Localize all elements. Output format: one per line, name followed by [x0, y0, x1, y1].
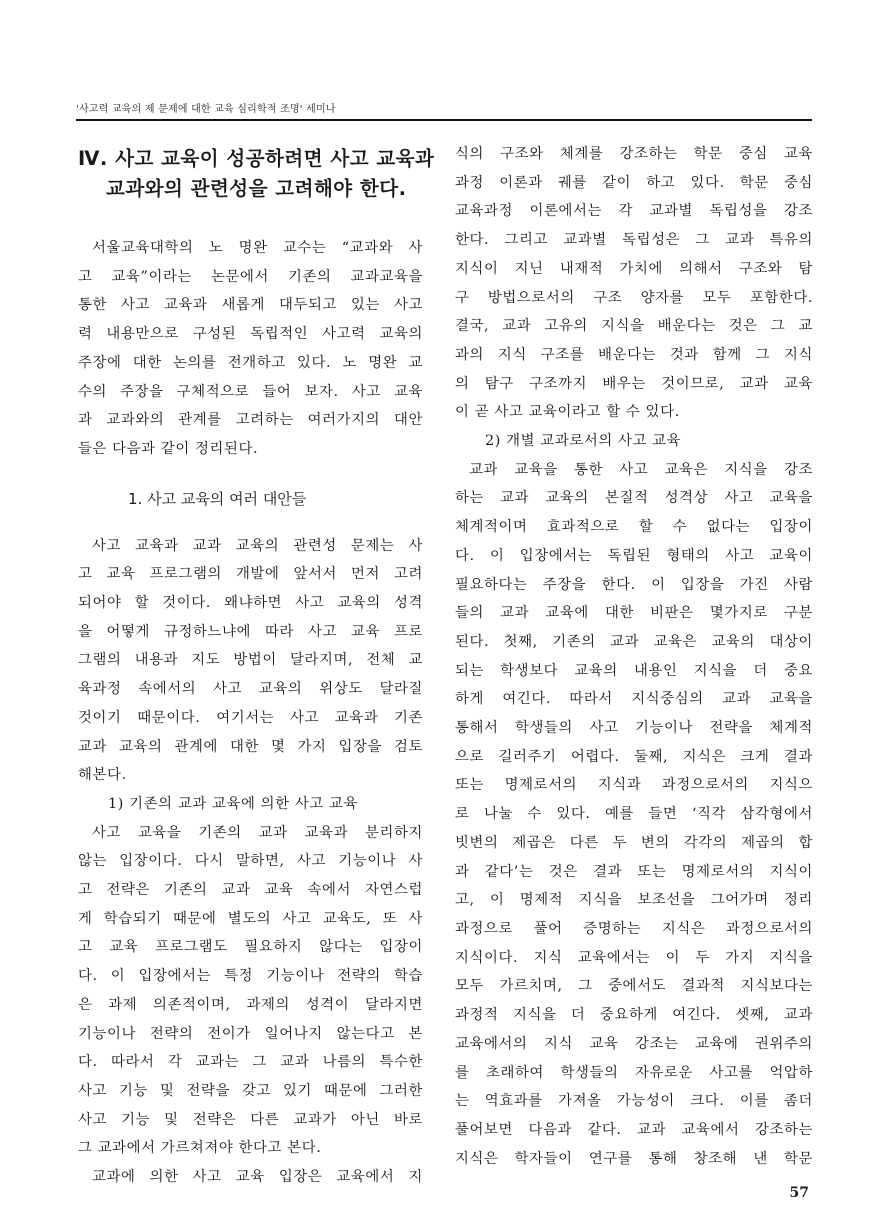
text-line: 식의 구조와 체계를 강조하는 학문 중심 교육	[455, 146, 813, 162]
text-line: 과정 이론과 궤를 같이 하고 있다. 학문 중심	[455, 174, 813, 191]
paragraph	[78, 1163, 423, 1192]
running-header: '사고력 교육의 제 문제에 대한 교육 심리학적 조명' 세미나	[76, 104, 336, 115]
header-rule	[76, 119, 812, 121]
text-line: 과정적 지식을 더 중요하게 여긴다. 셋째, 교과	[455, 1007, 813, 1024]
subheading-alternatives: 1. 사고 교육의 여러 대안들	[128, 489, 307, 508]
text-line: 사고 교육과 교과 교육의 관련성 문제는 사	[92, 537, 423, 554]
item-heading-2: 2) 개별 교과로서의 사고 교육	[485, 433, 682, 450]
text-line: 게 학습되기 때문에 별도의 사고 교육도, 또 사	[78, 910, 423, 927]
text-line: 교육에서의 지식 교육 강조는 교육에 권위주의	[455, 1035, 813, 1052]
paragraph	[78, 532, 423, 790]
text-line: 사고 교육을 기존의 교과 교육과 분리하지	[92, 824, 423, 841]
text-line: 된다. 첫째, 기존의 교과 교육은 교육의 대상이	[455, 633, 813, 650]
text-line: 을 어떻게 규정하느냐에 따라 사고 교육 프로	[78, 623, 423, 640]
text-line: 기능이나 전략의 전이가 일어나지 않는다고 본	[78, 1025, 423, 1042]
text-line: 해본다.	[78, 767, 127, 784]
section-title-line-2: 교과와의 관련성을 고려해야 한다.	[106, 177, 407, 200]
right-column	[455, 140, 813, 1173]
text-line: 지식이 지닌 내재적 가치에 의해서 구조와 탐	[455, 260, 813, 277]
text-line: 로 나눌 수 있다. 예를 들면 ‘직각 삼각형에서	[455, 806, 813, 823]
text-line: 교육과정 이론에서는 각 교과별 독립성을 강조	[455, 203, 813, 220]
text-line: 과 교과와의 관계를 고려하는 여러가지의 대안	[78, 412, 423, 429]
text-line: 고 교육”이라는 논문에서 기존의 교과교육을	[78, 268, 423, 285]
text-line: 과정으로 풀어 증명하는 지식은 과정으로서의	[455, 920, 813, 937]
text-line: 서울교육대학의 노 명완 교수는 “교과와 사	[92, 240, 423, 256]
text-line: 들의 교과 교육에 대한 비판은 몇가지로 구분	[455, 605, 813, 622]
text-line: 육과정 속에서의 사고 교육의 위상도 달라질	[78, 681, 423, 698]
text-line: 풀어보면 다음과 같다. 교과 교육에서 강조하는	[455, 1121, 813, 1138]
text-line: 사고 기능 및 전략은 다른 교과가 아닌 바로	[78, 1111, 423, 1128]
text-line: 사고 기능 및 전략을 갖고 있기 때문에 그러한	[78, 1082, 423, 1099]
text-line: 고 교육 프로그램도 필요하지 않다는 입장이	[78, 939, 423, 956]
section-title	[78, 144, 435, 204]
paragraph	[78, 234, 423, 464]
text-line: 빗변의 제곱은 다른 두 변의 각각의 제곱의 합	[455, 834, 813, 851]
text-line: 한다. 그리고 교과별 독립성은 그 교과 특유의	[455, 232, 813, 249]
text-line: 또는 명제로서의 지식과 과정으로서의 지식으	[455, 777, 813, 794]
text-line: 은 과제 의존적이며, 과제의 성격이 달라지면	[78, 996, 423, 1013]
text-line: 교과 교육의 관계에 대한 몇 가지 입장을 검토	[78, 738, 423, 755]
text-line: 교과 교육을 통한 사고 교육은 지식을 강조	[469, 461, 813, 478]
text-line: 하는 교과 교육의 본질적 성격상 사고 교육을	[455, 490, 813, 507]
text-line: 하게 여긴다. 따라서 지식중심의 교과 교육을	[455, 691, 813, 708]
text-line: 모두 가르치며, 그 중에서도 결과적 지식보다는	[455, 978, 813, 995]
page-number: 57	[789, 1185, 809, 1201]
text-line: 통한 사고 교육과 새롭게 대두되고 있는 사고	[78, 297, 423, 314]
text-line: 필요하다는 주장을 한다. 이 입장을 가진 사람	[455, 576, 813, 593]
text-line: 수의 주장을 구체적으로 들어 보자. 사고 교육	[78, 383, 423, 400]
section-title-line-1: Ⅳ. 사고 교육이 성공하려면 사고 교육과	[78, 147, 435, 170]
text-line: 지식이다. 지식 교육에서는 이 두 가지 지식을	[455, 949, 813, 966]
text-line: 력 내용만으로 구성된 독립적인 사고력 교육의	[78, 326, 423, 343]
text-line: 의 탐구 구조까지 배우는 것이므로, 교과 교육	[455, 375, 813, 392]
text-line: 그램의 내용과 지도 방법이 달라지며, 전체 교	[78, 652, 423, 669]
text-line: 않는 입장이다. 다시 말하면, 사고 기능이나 사	[78, 853, 423, 870]
paragraph	[455, 140, 813, 427]
text-line: 다. 이 입장에서는 특정 기능이나 전략의 학습	[78, 968, 423, 985]
text-line: 이 곧 사고 교육이라고 할 수 있다.	[455, 404, 680, 421]
left-column	[78, 140, 435, 1192]
text-line: 다. 이 입장에서는 독립된 형태의 사고 교육이	[455, 547, 813, 564]
paragraph	[78, 819, 423, 1163]
text-line: 를 초래하여 학생들의 자유로운 사고를 억압하	[455, 1064, 813, 1081]
text-line: 통해서 학생들의 사고 기능이나 전략을 체계적	[455, 720, 813, 737]
text-line: 구 방법으로서의 구조 양자를 모두 포함한다.	[455, 289, 813, 306]
paragraph	[455, 456, 813, 1174]
text-line: 고, 이 명제적 지식을 보조선을 그어가며 정리	[455, 892, 813, 909]
text-line: 결국, 교과 고유의 지식을 배운다는 것은 그 교	[455, 318, 813, 335]
text-line: 으로 길러주기 어렵다. 둘째, 지식은 크게 결과	[455, 748, 813, 765]
text-line: 주장에 대한 논의를 전개하고 있다. 노 명완 교	[78, 354, 423, 371]
text-line: 교과에 의한 사고 교육 입장은 교육에서 지	[92, 1169, 423, 1186]
text-line: 것이기 때문이다. 여기서는 사고 교육과 기존	[78, 709, 423, 726]
text-line: 되어야 할 것이다. 왜냐하면 사고 교육의 성격	[78, 595, 423, 612]
text-line: 체계적이며 효과적으로 할 수 없다는 입장이	[455, 519, 813, 536]
text-line: 되는 학생보다 교육의 내용인 지식을 더 중요	[455, 662, 813, 679]
text-line: 는 역효과를 가져올 가능성이 크다. 이를 좀더	[455, 1093, 813, 1110]
item-heading-1: 1) 기존의 교과 교육에 의한 사고 교육	[108, 795, 359, 812]
text-line: 들은 다음과 같이 정리된다.	[78, 440, 259, 457]
text-line: 그 교과에서 가르쳐져야 한다고 본다.	[78, 1140, 322, 1157]
text-line: 과의 지식 구조를 배운다는 것과 함께 그 지식	[455, 346, 813, 363]
text-line: 지식은 학자들이 연구를 통해 창조해 낸 학문	[455, 1150, 813, 1167]
text-line: 고 교육 프로그램의 개발에 앞서서 먼저 고려	[78, 566, 423, 583]
text-line: 다. 따라서 각 교과는 그 교과 나름의 특수한	[78, 1054, 423, 1071]
text-line: 과 같다’는 것은 결과 또는 명제로서의 지식이	[455, 863, 813, 880]
text-line: 고 전략은 기존의 교과 교육 속에서 자연스럽	[78, 882, 423, 899]
